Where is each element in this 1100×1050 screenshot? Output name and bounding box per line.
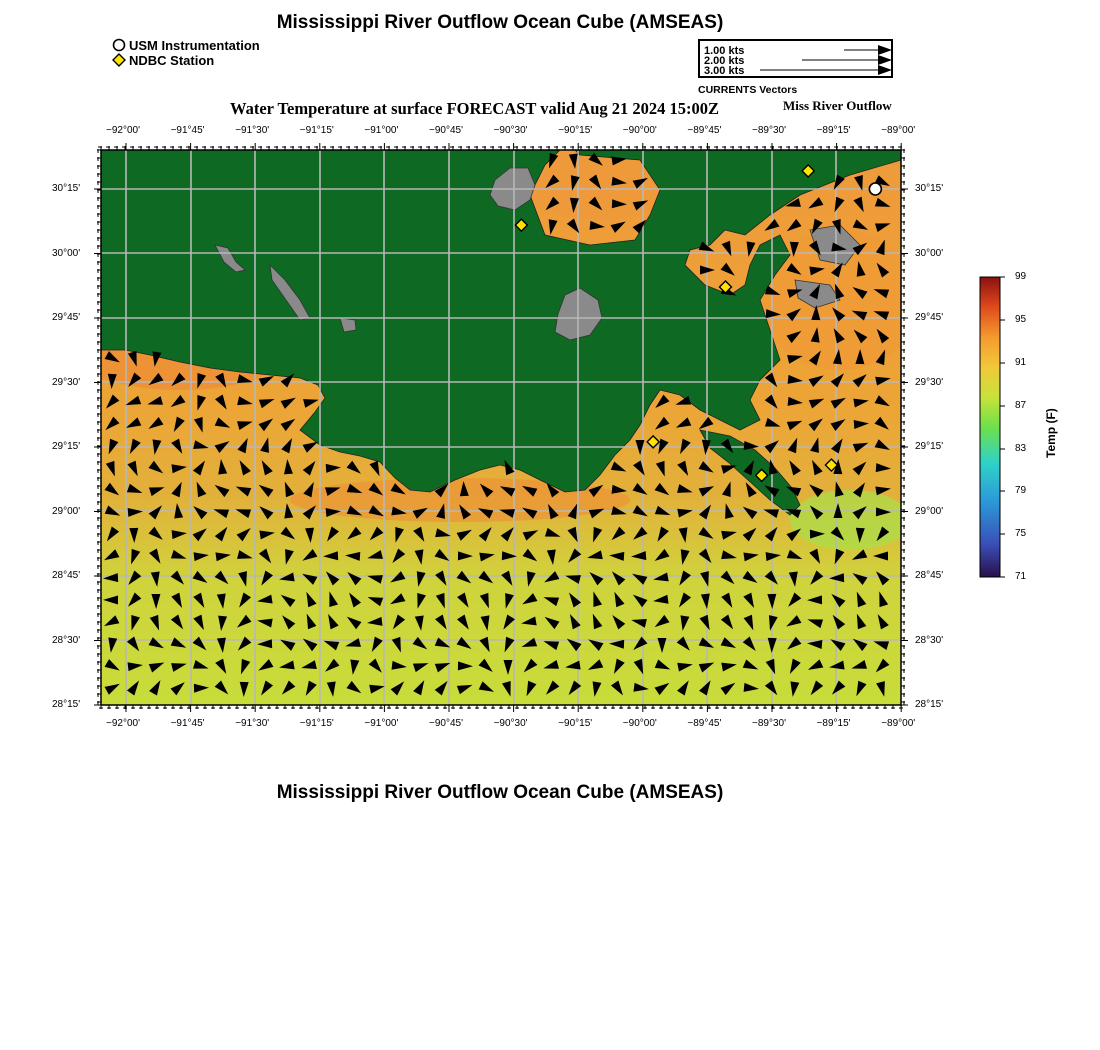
lon-tick-label-top: −90°00' — [622, 125, 657, 136]
page-title-repeat: Mississippi River Outflow Ocean Cube (AMSEAS) — [276, 782, 724, 803]
lon-tick-label-bottom: −91°15' — [299, 718, 334, 729]
lon-tick-label-top: −91°00' — [364, 125, 399, 136]
lon-tick-label-bottom: −89°30' — [752, 718, 786, 729]
lon-tick-label-top: −92°00' — [106, 125, 140, 136]
lon-tick-label-top: −91°45' — [170, 125, 205, 136]
lon-tick-label-bottom: −90°45' — [429, 718, 463, 729]
lon-tick-label-top: −89°15' — [816, 125, 851, 136]
lon-tick-label-top: −91°15' — [299, 125, 334, 136]
vector-caption: CURRENTS Vectors — [698, 84, 798, 96]
lat-tick-label-left: 29°45' — [52, 312, 81, 323]
lon-tick-label-bottom: −89°15' — [816, 718, 851, 729]
lon-tick-label-bottom: −89°45' — [687, 718, 722, 729]
colorbar-tick-79: 79 — [1015, 485, 1027, 496]
colorbar-tick-71: 71 — [1015, 571, 1027, 582]
legend-usm-label: USM Instrumentation — [129, 38, 260, 53]
lat-tick-label-right: 30°15' — [915, 183, 944, 194]
lon-tick-label-bottom: −91°30' — [235, 718, 270, 729]
lon-tick-label-bottom: −92°00' — [106, 718, 140, 729]
lon-tick-label-bottom: −89°00' — [881, 718, 916, 729]
lon-tick-label-top: −90°45' — [429, 125, 463, 136]
lat-tick-label-right: 28°45' — [915, 570, 944, 581]
lat-tick-label-left: 29°30' — [52, 376, 81, 388]
colorbar — [975, 270, 1015, 585]
lat-tick-label-left: 28°30' — [52, 634, 81, 646]
colorbar-tick-75: 75 — [1015, 528, 1027, 539]
lat-tick-label-right: 29°45' — [915, 312, 944, 323]
map-subtitle: Water Temperature at surface FORECAST valid Aug 21 2024 15:00Z — [230, 99, 720, 118]
colorbar-tick-91: 91 — [1015, 357, 1027, 368]
lon-tick-label-bottom: −91°00' — [364, 718, 399, 729]
vector-row-2: 2.00 kts — [704, 55, 745, 67]
lat-tick-label-left: 30°15' — [52, 183, 81, 194]
vector-row-3: 3.00 kts — [704, 65, 745, 77]
lat-tick-label-right: 29°30' — [915, 376, 944, 388]
lat-tick-label-right: 29°15' — [915, 441, 944, 452]
lon-tick-label-top: −91°30' — [235, 125, 270, 136]
region-label: Miss River Outflow — [783, 98, 892, 113]
colorbar-tick-99: 99 — [1015, 271, 1027, 282]
lon-tick-label-bottom: −90°30' — [493, 718, 528, 729]
lon-tick-label-top: −89°45' — [687, 125, 722, 136]
page-title: Mississippi River Outflow Ocean Cube (AMSEAS) — [276, 12, 724, 33]
legend-ndbc-label: NDBC Station — [129, 53, 215, 68]
lon-tick-label-top: −90°30' — [493, 125, 528, 136]
lat-tick-label-left: 30°00' — [52, 247, 81, 259]
colorbar-tick-95: 95 — [1015, 314, 1027, 325]
lon-tick-label-bottom: −91°45' — [170, 718, 205, 729]
lon-tick-label-bottom: −90°00' — [622, 718, 657, 729]
colorbar-tick-87: 87 — [1015, 400, 1027, 411]
lat-tick-label-right: 28°15' — [915, 699, 944, 710]
lat-tick-label-left: 28°15' — [52, 699, 81, 710]
usm-station-marker[interactable] — [869, 183, 881, 195]
lat-tick-label-left: 29°00' — [52, 505, 81, 517]
lat-tick-label-left: 29°15' — [52, 441, 81, 452]
colorbar-label: Temp (F) — [1044, 408, 1058, 458]
colorbar-tick-83: 83 — [1015, 443, 1027, 454]
lon-tick-label-top: −89°00' — [881, 125, 916, 136]
lat-tick-label-right: 30°00' — [915, 247, 944, 259]
lon-tick-label-top: −90°15' — [558, 125, 593, 136]
vector-row-1: 1.00 kts — [704, 45, 745, 57]
lat-tick-label-right: 29°00' — [915, 505, 944, 517]
lon-tick-label-bottom: −90°15' — [558, 718, 593, 729]
lon-tick-label-top: −89°30' — [752, 125, 786, 136]
lat-tick-label-left: 28°45' — [52, 570, 81, 581]
lat-tick-label-right: 28°30' — [915, 634, 944, 646]
